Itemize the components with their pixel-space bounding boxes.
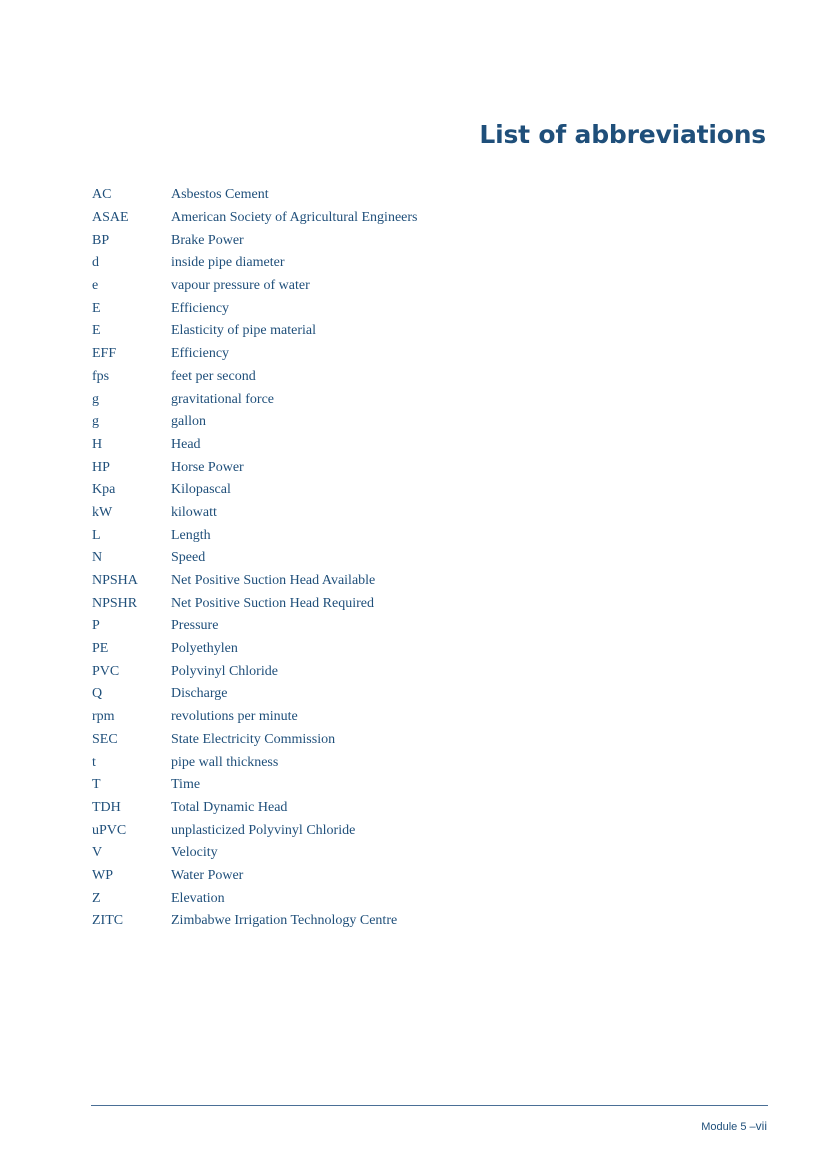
abbreviation-term: HP xyxy=(92,459,110,475)
abbreviation-row xyxy=(92,797,592,820)
abbreviation-term: ZITC xyxy=(92,913,124,929)
abbreviation-term: WP xyxy=(92,867,113,883)
abbreviation-term: rpm xyxy=(92,709,115,725)
abbreviation-row xyxy=(92,751,592,774)
abbreviation-row xyxy=(92,774,592,797)
abbreviation-term: BP xyxy=(92,232,110,248)
abbreviation-term: t xyxy=(92,754,96,770)
abbreviation-definition: Net Positive Suction Head Required xyxy=(171,595,374,611)
abbreviation-row xyxy=(92,479,592,502)
abbreviation-term: fps xyxy=(92,368,110,384)
abbreviation-term: Kpa xyxy=(92,482,116,498)
abbreviation-term: T xyxy=(92,777,101,793)
abbreviation-term: g xyxy=(92,391,99,407)
abbreviation-definition: Velocity xyxy=(171,845,218,861)
abbreviation-definition: Pressure xyxy=(171,618,219,634)
page-title: List of abbreviations xyxy=(479,120,766,149)
abbreviation-term: PE xyxy=(92,641,109,657)
abbreviation-definition: feet per second xyxy=(171,368,256,384)
abbreviation-term: H xyxy=(92,436,103,452)
abbreviation-definition: Efficiency xyxy=(171,346,230,362)
abbreviation-row xyxy=(92,887,592,910)
abbreviation-term: AC xyxy=(92,187,112,203)
abbreviation-definition: Polyethylen xyxy=(171,641,238,657)
abbreviation-term: PVC xyxy=(92,663,120,679)
abbreviation-definition: inside pipe diameter xyxy=(171,255,285,271)
abbreviation-definition: Speed xyxy=(171,550,206,566)
page-number: vii xyxy=(755,1119,767,1133)
page-footer xyxy=(701,1119,767,1133)
abbreviation-row xyxy=(92,615,592,638)
abbreviation-row xyxy=(92,252,592,275)
abbreviation-term: NPSHR xyxy=(92,595,138,611)
abbreviation-row xyxy=(92,456,592,479)
abbreviation-row xyxy=(92,275,592,298)
abbreviation-definition: unplasticized Polyvinyl Chloride xyxy=(171,822,356,838)
abbreviation-definition: State Electricity Commission xyxy=(171,731,336,747)
abbreviation-term: kW xyxy=(92,504,113,520)
abbreviation-definition: Net Positive Suction Head Available xyxy=(171,573,376,589)
abbreviation-definition: vapour pressure of water xyxy=(171,278,310,294)
abbreviation-row xyxy=(92,842,592,865)
abbreviation-definition: Zimbabwe Irrigation Technology Centre xyxy=(171,913,398,929)
abbreviation-definition: Polyvinyl Chloride xyxy=(171,663,278,679)
abbreviation-definition: Efficiency xyxy=(171,300,230,316)
abbreviation-row xyxy=(92,729,592,752)
abbreviation-row xyxy=(92,411,592,434)
abbreviation-term: E xyxy=(92,300,101,316)
abbreviation-definition: Brake Power xyxy=(171,232,244,248)
abbreviation-row xyxy=(92,388,592,411)
abbreviation-row xyxy=(92,570,592,593)
footer-divider xyxy=(91,1105,768,1106)
abbreviation-row xyxy=(92,524,592,547)
abbreviation-definition: Discharge xyxy=(171,686,228,702)
abbreviation-definition: Total Dynamic Head xyxy=(171,799,288,815)
abbreviation-row xyxy=(92,229,592,252)
abbreviation-definition: Asbestos Cement xyxy=(171,187,269,203)
abbreviation-term: TDH xyxy=(92,799,121,815)
abbreviation-row xyxy=(92,184,592,207)
abbreviation-definition: Elasticity of pipe material xyxy=(171,323,317,339)
abbreviation-definition: Horse Power xyxy=(171,459,244,475)
abbreviation-row xyxy=(92,366,592,389)
abbreviation-row xyxy=(92,320,592,343)
abbreviation-definition: Head xyxy=(171,436,201,452)
abbreviation-definition: Length xyxy=(171,527,211,543)
abbreviation-term: Q xyxy=(92,686,103,702)
abbreviation-row xyxy=(92,706,592,729)
abbreviation-row xyxy=(92,910,592,933)
abbreviation-definition: Time xyxy=(171,777,201,793)
abbreviation-term: P xyxy=(92,618,100,634)
abbreviation-term: g xyxy=(92,414,99,430)
abbreviation-row xyxy=(92,865,592,888)
abbreviation-list xyxy=(92,184,592,933)
abbreviation-definition: revolutions per minute xyxy=(171,709,298,725)
abbreviation-definition: pipe wall thickness xyxy=(171,754,279,770)
abbreviation-definition: gallon xyxy=(171,414,206,430)
abbreviation-row xyxy=(92,819,592,842)
abbreviation-term: uPVC xyxy=(92,822,127,838)
abbreviation-term: E xyxy=(92,323,101,339)
abbreviation-term: EFF xyxy=(92,346,117,362)
abbreviation-term: N xyxy=(92,550,103,566)
abbreviation-row xyxy=(92,683,592,706)
abbreviation-definition: Kilopascal xyxy=(171,482,231,498)
abbreviation-term: V xyxy=(92,845,103,861)
abbreviation-row xyxy=(92,343,592,366)
footer-module-label: Module 5 – xyxy=(701,1121,756,1133)
abbreviation-row xyxy=(92,434,592,457)
abbreviation-term: d xyxy=(92,255,99,271)
abbreviation-definition: gravitational force xyxy=(171,391,275,407)
abbreviation-definition: Water Power xyxy=(171,867,244,883)
abbreviation-term: Z xyxy=(92,890,101,906)
abbreviation-term: L xyxy=(92,527,101,543)
abbreviation-term: e xyxy=(92,278,99,294)
abbreviation-term: SEC xyxy=(92,731,118,747)
abbreviation-definition: Elevation xyxy=(171,890,225,906)
abbreviation-row xyxy=(92,502,592,525)
abbreviation-row xyxy=(92,660,592,683)
abbreviation-term: NPSHA xyxy=(92,573,138,589)
abbreviation-row xyxy=(92,592,592,615)
abbreviation-row xyxy=(92,638,592,661)
abbreviation-row xyxy=(92,297,592,320)
abbreviation-definition: American Society of Agricultural Engineers xyxy=(171,210,418,226)
abbreviation-row xyxy=(92,207,592,230)
abbreviation-row xyxy=(92,547,592,570)
abbreviation-definition: kilowatt xyxy=(171,504,217,520)
abbreviation-term: ASAE xyxy=(92,210,129,226)
